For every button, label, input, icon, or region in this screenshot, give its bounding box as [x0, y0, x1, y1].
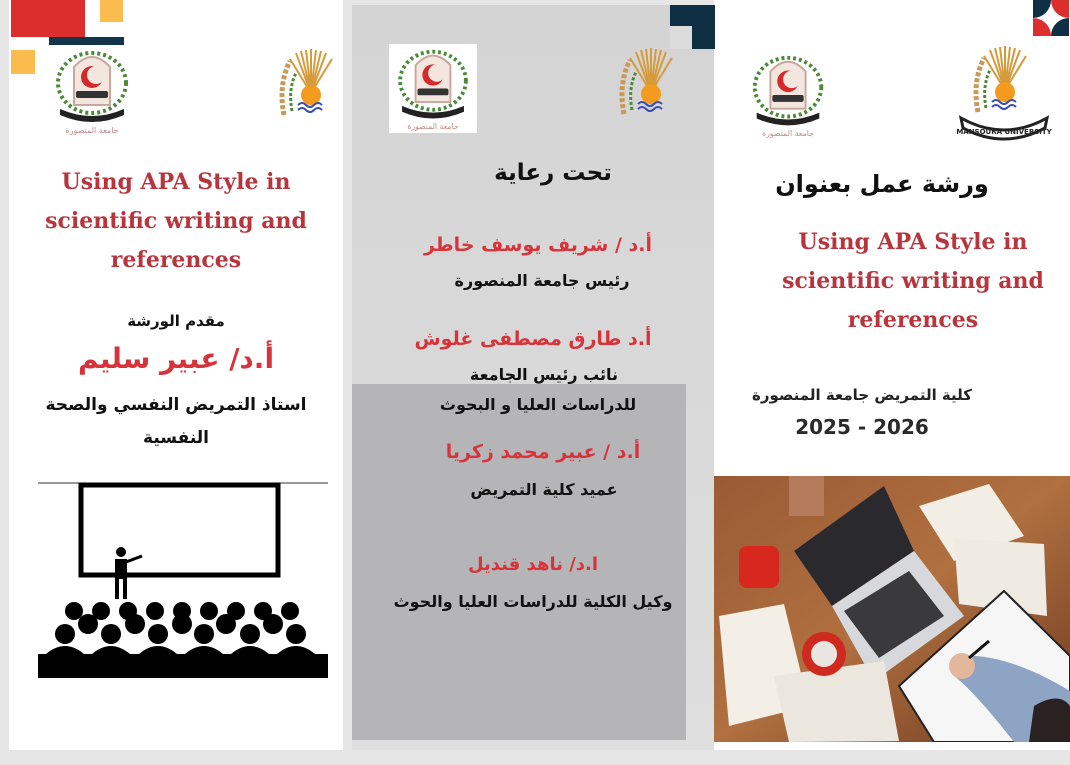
title-line: scientific writing and	[782, 268, 1044, 294]
mansoura-university-emblem	[266, 45, 346, 135]
patron-name: ا.د/ ناهد قنديل	[467, 554, 599, 575]
svg-text:MANSOURA UNIVERSITY: MANSOURA UNIVERSITY	[957, 128, 1052, 136]
navy-bar-decoration	[49, 37, 124, 45]
svg-text:جامعة المنصورة: جامعة المنصورة	[65, 126, 119, 135]
patron-role: عميد كلية التمريض	[470, 480, 618, 499]
presenter-audience-icon	[38, 482, 328, 678]
mansoura-university-emblem	[606, 44, 686, 134]
title-line: Using APA Style in	[798, 229, 1028, 255]
red-semicircle-decoration	[11, 0, 85, 37]
presenter-role: النفسية	[143, 428, 209, 448]
left-workshop-title	[20, 163, 332, 280]
mansoura-university-emblem	[957, 42, 1052, 142]
patron-name: أ.د طارق مصطفى غلوش	[414, 328, 652, 350]
patronage-heading: تحت رعاية	[494, 160, 612, 186]
academic-year: 2025 - 2026	[795, 415, 929, 439]
workshop-label: ورشة عمل بعنوان	[775, 170, 989, 198]
title-line: references	[847, 307, 979, 333]
patron-name: أ.د / عبير محمد زكريا	[445, 441, 641, 463]
presenter-label: مقدم الورشة	[127, 312, 225, 330]
patron-role: رئيس جامعة المنصورة	[454, 271, 630, 290]
presenter-name: أ.د/ عبير سليم	[77, 342, 275, 375]
title-line: scientific writing and	[45, 208, 307, 234]
title-line: Using APA Style in	[61, 169, 291, 195]
faculty-of-nursing-logo	[52, 45, 132, 137]
navy-corner-decoration	[670, 5, 715, 49]
yellow-square-decoration	[100, 0, 123, 22]
institution-name: كلية التمريض جامعة المنصورة	[751, 386, 973, 404]
title-line: references	[110, 247, 242, 273]
patron-name: أ.د / شريف يوسف خاطر	[423, 234, 653, 256]
svg-text:جامعة المنصورة: جامعة المنصورة	[762, 129, 814, 139]
right-workshop-title	[758, 223, 1068, 340]
svg-text:جامعة المنصورة: جامعة المنصورة	[407, 122, 459, 132]
patron-role: للدراسات العليا و البحوث	[439, 395, 637, 414]
faculty-of-nursing-logo	[748, 50, 828, 140]
patron-role: نائب رئيس الجامعة	[469, 365, 619, 384]
study-desk-laptop-books-photo	[714, 476, 1070, 742]
yellow-square-decoration	[11, 50, 35, 74]
faculty-of-nursing-logo	[389, 44, 477, 133]
geometric-corner-decoration	[1033, 0, 1070, 36]
patron-role: وكيل الكلية للدراسات العليا والحوث	[393, 592, 673, 611]
presenter-role: استاذ التمريض النفسي والصحة	[45, 395, 307, 415]
